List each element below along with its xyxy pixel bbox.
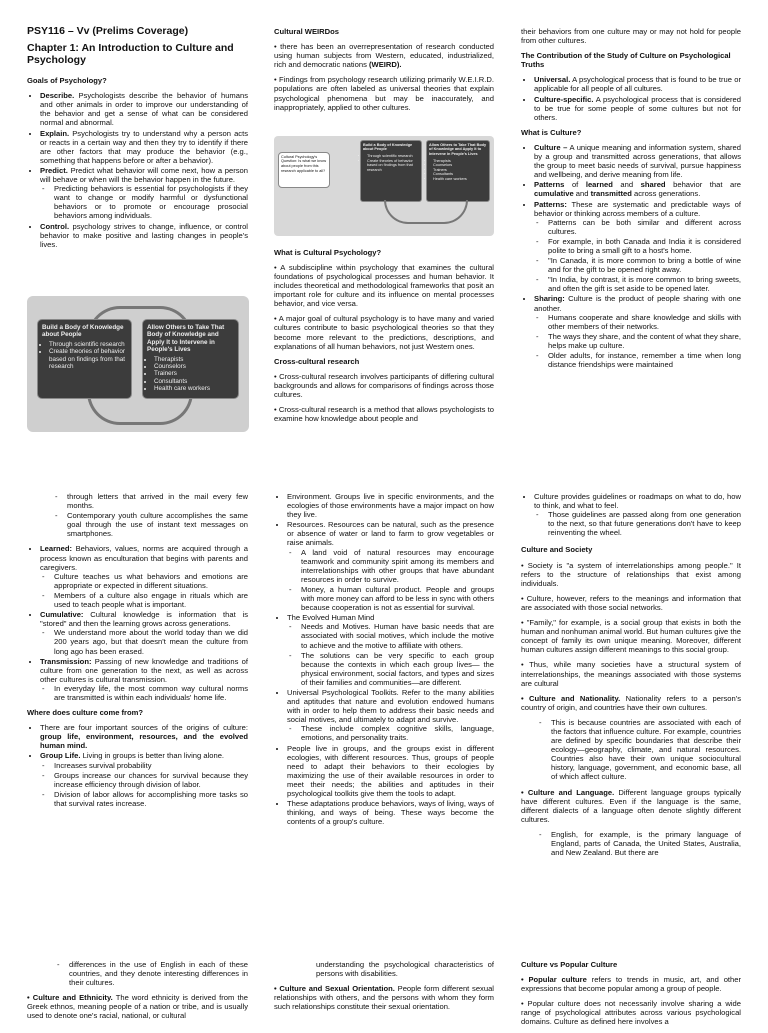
contribution-heading: The Contribution of the Study of Culture on Psychological Truths: [521, 51, 731, 70]
transmission-item: • Transmission: Passing of new knowledge and traditions of culture from one generation to the next, as well as across other cultures is cultural transmission. - In everyday life, the most common way cultural norms are transmitted is within each individuals' home life.: [40, 657, 248, 702]
patterns-sub-2: - For example, in both Canada and India it is considered polite to bring a small gift to a host's home.: [548, 237, 741, 255]
culture-vs-popular-heading: Culture vs Popular Culture: [521, 960, 618, 969]
page-1: [0, 0, 768, 440]
sharing-sub-4: - Contemporary youth culture accomplishes the same goal through the use of instant text messages on smartphones.: [67, 511, 248, 538]
page1-column-2: [274, 27, 494, 429]
cross-cultural-paragraph-1: • Cross-cultural research involves participants of differing cultural backgrounds and allows for comparisons of findings across those cultures.: [274, 371, 494, 399]
adaptations-item: • These adaptations produce behaviors, ways of living, ways of thinking, and ways of being. These ways become the contents of a group's culture.: [287, 799, 494, 826]
cumulative-sub-1: - We understand more about the world today than we did 200 years ago, but that doesn't mean the culture from long ago has been erased.: [54, 628, 248, 655]
patterns-item: • Patterns: These are systematic and predictable ways of behavior or thinking across members of a culture. - Patterns can be both similar and different across cultures. - For example, in both Canada and India it is considered polite to bring a small gift to a host's home. - "In Canada, it is more common to bring a bottle of wine and for the gift to be opened right away. - "In India, by contrast, it is more common to bring sweets, and often the gift is set aside to be opened later.: [534, 200, 741, 294]
predict-sub: - Predicting behaviors is essential for psychologists if they want to change or modify harmful or dysfunctional behaviors or to promote or encourage prosocial behaviors among individuals.: [54, 184, 248, 220]
course-title: PSY116 – Vv (Prelims Coverage): [27, 25, 189, 37]
guidelines-list: [521, 492, 741, 537]
diagram-left-box: Build a Body of Knowledge about People • Through scientific research • Create theories of behavior based on findings from that research: [37, 319, 132, 399]
nationality-sub: - This is because countries are associated with each of the factors that influence culture. For example, countries are defined by specific boundaries that describe their ecology—geography, climate, and natural resources. Countries also have their own unique sociocultural history, language, government, and economic base, all of which affect culture.: [551, 718, 741, 782]
diagram-right-box: Allow Others to Take That Body of Knowledge and Apply It to Intervene in People's Lives • Therapists • Counselors • Trainers • Consultants • Health care workers: [142, 319, 239, 399]
society-paragraph-3: • "Family," for example, is a social group that exists in both the human and nonhuman animal world. But human cultures give the concept of family its own unique meaning. Moreover, different human cultures assign different meanings to this social group.: [521, 618, 741, 655]
patterns-sub-4: - "In India, by contrast, it is more common to bring sweets, and often the gift is set aside to be opened later.: [548, 275, 741, 293]
cross-cultural-heading: Cross-cultural research: [274, 356, 360, 366]
culture-society-heading: Culture and Society: [521, 545, 593, 555]
goal-describe: • Describe. Psychologists describe the behavior of humans and other animals in order to improve our understanding of the behavior and get a sense of what can be considered normal and abnormal.: [40, 91, 248, 127]
page2-col1-list: [27, 492, 248, 538]
disabilities-continuation: understanding the psychological characteristics of persons with disabilities.: [316, 960, 494, 979]
chapter-title: Chapter 1: An Introduction to Culture and Psychology: [27, 42, 234, 67]
origins-list-cont: [274, 492, 494, 826]
what-is-culture-heading: What is Culture?: [521, 127, 582, 137]
learned-sub-2: - Members of a culture also engage in rituals which are used to teach people what is important.: [54, 591, 248, 609]
popular-culture-paragraph-2: • Popular culture does not necessarily involve sharing a wide range of psychological attributes across various psychological domains. Culture as defined here involves a: [521, 999, 741, 1027]
groups-item: • People live in groups, and the groups exist in different ecologies, with different resources. Thus, groups of people need to adapt their behaviors to their ecologies by maximizing the use of their available resources in order to meet their needs; the abilities and aptitudes in their psychological toolkits give them the tools to adapt.: [287, 744, 494, 799]
small-diagram-arc: [384, 200, 468, 224]
sharing-sub-3: - Older adults, for instance, remember a time when long distance friendships were maintained: [548, 351, 741, 369]
where-culture-heading: Where does culture come from?: [27, 708, 144, 718]
culture-definition-list: [521, 143, 741, 369]
truth-universal: • Universal. A psychological process that is found to be true or applicable for all people of all cultures.: [534, 75, 741, 93]
goal-explain: • Explain. Psychologists try to understand why a person acts or reacts in a certain way and then they try to identify if there are other factors that may produce the behavior (e.g., something that happens before or after a behavior).: [40, 129, 248, 165]
origins-intro: • There are four important sources of the origins of culture: group life, environment, resources, and the evolved human mind.: [40, 723, 248, 750]
goals-heading: Goals of Psychology?: [27, 76, 107, 86]
nationality-paragraph: • Culture and Nationality. Nationality refers to a person's country of origin, and countries have their own cultures.: [521, 693, 741, 712]
diagram-question-box: Cultural Psychology's Question: Is what we know about people from this research applicable to all?: [278, 152, 330, 188]
culture-definition: • Culture – A unique meaning and information system, shared by a group and transmitted across generations, that allows the group to meet basic needs of survival, pursue happiness and wellbeing, and derive meaning from life.: [534, 143, 741, 179]
weird-paragraph-1: • there has been an overrepresentation of research conducted using human subjects from Western, educated, industrialized, rich and democratic nations (WEIRD).: [274, 42, 494, 70]
sharing-item: • Sharing: Culture is the product of people sharing with one another. - Humans cooperate and share knowledge and skills with other members of their networks. - The ways they share, and the content of what they share, helps make up culture. - Older adults, for instance, remember a time when long distance friendships were maintained: [534, 294, 741, 369]
ethnicity-paragraph: • Culture and Ethnicity. The word ethnicity is derived from the Greek ethnos, meaning people of a nation or tribe, and is usually used to denote one's racial, national, or cultural: [27, 993, 248, 1021]
page1-column-1: [27, 27, 248, 255]
cultural-psychology-paragraph-1: • A subdiscipline within psychology that examines the cultural foundations of psychological processes and human behavior. It includes theoretical and methodological frameworks that posit an important role for culture and its influence on mental processes behavior, and vice versa.: [274, 262, 494, 309]
cultural-psychology-paragraph-2: • A major goal of cultural psychology is to have many and varied cultures contribute to basic psychological theories so that they become more relevant to the predictions, descriptions, and explanations of all human behaviors, not just Western ones.: [274, 314, 494, 351]
transmission-sub-1: - In everyday life, the most common way cultural norms are transmitted is within each individuals' home life.: [54, 684, 248, 702]
patterns-sub-1: - Patterns can be both similar and different across cultures.: [548, 218, 741, 236]
sharing-sub-2: - The ways they share, and the content of what they share, helps make up culture.: [548, 332, 741, 350]
mind-sub-2: - The solutions can be very specific to each group because the contexts in which each group lives— the physical environment, social factors, and types and sizes of their families and communities—are different.: [301, 651, 494, 687]
guidelines-item: • Culture provides guidelines or roadmaps on what to do, how to think, and what to feel. - Those guidelines are passed along from one generation to the next, so that future generations don't have to keep reinventing the wheel.: [534, 492, 741, 537]
resources-item: • Resources. Resources can be natural, such as the presence or absence of water or land to farm to grow vegetables or raise animals. - A land void of natural resources may encourage teamwork and community spirit among its members and interrelationships with other groups that have abundant resources in order to survive. - Money, a human cultural product. People and groups with more money can afford to be less in sync with others because cooperation is not as essential for survival.: [287, 520, 494, 612]
page3-column-1: [27, 960, 248, 1027]
truths-list: [521, 75, 741, 121]
cumulative-item: • Cumulative: Cultural knowledge is information that is "stored" and then the learning grows across generations. - We understand more about the world today than we did 200 years ago, but that doesn't mean the culture from long ago has been erased.: [40, 610, 248, 655]
language-paragraph: • Culture and Language. Different language groups typically have different cultures. Even if the language is the same, different dialects of a language often denote slightly different cultures.: [521, 787, 741, 824]
origins-list: [27, 723, 248, 808]
cross-cultural-paragraph-2: • Cross-cultural research is a method that allows psychologists to examine how knowledge about people and: [274, 405, 494, 424]
sexual-orientation-paragraph: • Culture and Sexual Orientation. People form different sexual relationships with others, and the persons with whom they form such relationships constitute their sexual orientation.: [274, 984, 494, 1012]
goal-control: • Control. psychology strives to change, influence, or control behavior to make positive and lasting changes in people's lives.: [40, 222, 248, 249]
resources-sub-1: - A land void of natural resources may encourage teamwork and community spirit among its members and interrelationships with other groups that have abundant resources in order to survive.: [301, 548, 494, 584]
page3-column-2: [274, 960, 494, 1017]
sharing-sub-1: - Humans cooperate and share knowledge and skills with other members of their networks.: [548, 313, 741, 331]
group-sub-3: - Division of labor allows for accomplishing more tasks so that survival rates increase.: [54, 790, 248, 808]
group-life-item: • Group Life. Living in groups is better than living alone. - Increases survival probability - Groups increase our chances for survival because they increase efficiency through division of labor. - Division of labor allows for accomplishing more tasks so that survival rates increase.: [40, 751, 248, 808]
popular-culture-paragraph-1: • Popular culture refers to trends in music, art, and other expressions that become popular among a group of people.: [521, 975, 742, 994]
page2-column-2: [274, 492, 494, 832]
truth-culture-specific: • Culture-specific. A psychological process that is considered to be true for some people of some cultures but not for others.: [534, 95, 741, 122]
page-3: [0, 958, 768, 1027]
mind-sub-1: - Needs and Motives. Human have basic needs that are associated with social motives, which include the motive to achieve and the motive to affiliate with others.: [301, 622, 494, 649]
page-2: [0, 490, 768, 910]
toolkit-item: • Universal Psychological Toolkits. Refer to the many abilities and aptitudes that nature and evolution endowed humans with in order to help them to address their basic needs and social motives, and ultimately to adapt and survive. - These include complex cognitive skills, language, emotions, and personality traits.: [287, 688, 494, 743]
society-paragraph-4: • Thus, while many societies have a structural system of interrelationships, the meanings associated with those systems are cultural: [521, 660, 741, 688]
small-diagram-left-box: Build a Body of Knowledge about People • Through scientific research • Create theories of behavior based on findings from that research: [360, 140, 422, 202]
page2-column-1: [27, 492, 248, 814]
what-cultural-psychology-heading: What is Cultural Psychology?: [274, 247, 382, 257]
patterns-definition: • Patterns of learned and shared behavior that are cumulative and transmitted across generations.: [534, 180, 741, 198]
small-diagram-right-box: Allow Others to Take That Body of Knowledge and Apply It to Intervene in People's Lives • Therapists • Counselors • Trainers • Consultants • Health care workers: [426, 140, 490, 202]
sharing-cont: [40, 492, 248, 538]
psychology-goals-diagram: [27, 296, 249, 432]
weird-heading: Cultural WEIRDos: [274, 27, 339, 36]
language-sub: - English, for example, is the primary language of England, parts of Canada, the United States, Australia, and New Zealand. But there are: [551, 830, 741, 857]
group-sub-1: - Increases survival probability: [54, 761, 248, 770]
goal-predict: • Predict. Predict what behavior will come next, how a person will behave or when will the behavior happen in the future. - Predicting behaviors is essential for psychologists if they want to change or modify harmful or dysfunctional behaviors or to promote or encourage prosocial behaviors among individuals.: [40, 166, 248, 221]
society-paragraph-2: • Culture, however, refers to the meanings and information that are associated with those social networks.: [521, 593, 741, 612]
culture-traits-list: [27, 544, 248, 702]
evolved-mind-item: • The Evolved Human Mind - Needs and Motives. Human have basic needs that are associated with social motives, which include the motive to achieve and the motive to affiliate with others. - The solutions can be very specific to each group because the contexts in which each group lives— the physical environment, social factors, and types and sizes of their families and communities—are different.: [287, 613, 494, 687]
toolkit-sub-1: - These include complex cognitive skills, language, emotions, and personality traits.: [301, 724, 494, 742]
environment-item: • Environment. Groups live in specific environments, and the ecologies of those environments have a major impact on how they live.: [287, 492, 494, 519]
learned-sub-1: - Culture teaches us what behaviors and emotions are appropriate or expected in different situations.: [54, 572, 248, 590]
english-sub-cont: - differences in the use of English in each of these countries, and they denote interesting differences in their cultures.: [69, 960, 248, 987]
cultural-psych-diagram: [274, 136, 494, 236]
society-paragraph-1: • Society is "a system of interrelationships among people." It refers to the structure of relationships that exist among individuals.: [521, 560, 741, 588]
weird-paragraph-2: • Findings from psychology research utilizing primarily W.E.I.R.D. populations are often labeled as universal theories that explain psychological phenomena but may be inaccurately, and inappropriately, applied to other cultures.: [274, 75, 494, 112]
page3-column-3: [521, 960, 741, 1033]
column3-continuation: their behaviors from one culture may or may not hold for people from other cultures.: [521, 27, 741, 46]
group-sub-2: - Groups increase our chances for survival because they increase efficiency through division of labor.: [54, 771, 248, 789]
goals-list: [27, 91, 248, 249]
learned-item: • Learned: Behaviors, values, norms are acquired through a process known as enculturation that begins with parents and caregivers. - Culture teaches us what behaviors and emotions are appropriate or expected in different situations. - Members of a culture also engage in rituals which are used to teach people what is important.: [40, 544, 248, 609]
resources-sub-2: - Money, a human cultural product. People and groups with more money can afford to be less in sync with others because cooperation is not as essential for survival.: [301, 585, 494, 612]
guidelines-sub: - Those guidelines are passed along from one generation to the next, so that future generations don't have to keep reinventing the wheel.: [548, 510, 741, 537]
page2-column-3: [521, 492, 741, 858]
patterns-sub-3: - "In Canada, it is more common to bring a bottle of wine and for the gift to be opened right away.: [548, 256, 741, 274]
page1-column-3: [521, 27, 741, 375]
sharing-sub-cont: - through letters that arrived in the mail every few months.: [67, 492, 248, 510]
